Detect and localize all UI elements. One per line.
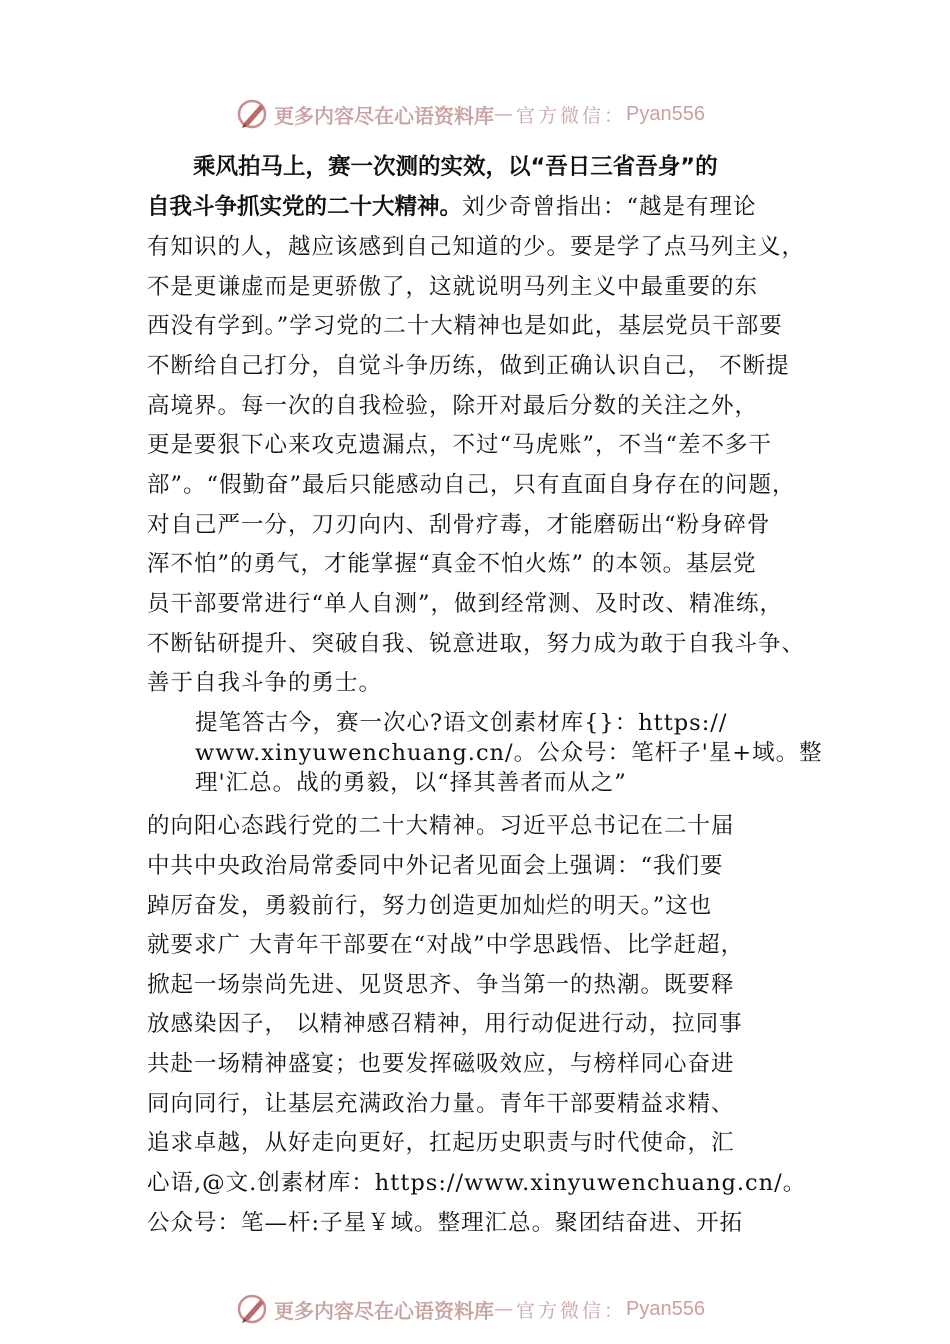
body-line: 高境界。每一次的自我检验，除开对最后分数的关注之外， xyxy=(147,393,759,419)
body-line: 对自己严一分，刀刃向内、刮骨疗毒，才能磨砺出“粉身碎骨 xyxy=(147,512,771,538)
body-line: 不是更谦虚而是更骄傲了，这就说明马列主义中最重要的东 xyxy=(147,274,759,300)
body-line: 踔厉奋发，勇毅前行，努力创造更加灿烂的明天。”这也 xyxy=(147,893,713,919)
body-line: 公众号：笔—杆:子星￥域。整理汇总。聚团结奋进、开拓 xyxy=(147,1210,744,1236)
body-line: 员干部要常进行“单人自测”，做到经常测、及时改、精准练， xyxy=(147,591,784,617)
banner-wechat-id: Pyan556 xyxy=(626,102,705,125)
pen-logo-icon xyxy=(236,1292,270,1326)
body-line: 不断给自己打分，自觉斗争历练，做到正确认识自己， 不断提 xyxy=(147,353,790,379)
banner-brand: 更多内容尽在心语资料库 xyxy=(274,1298,494,1323)
footer-banner xyxy=(236,1291,705,1327)
body-line: 同向同行，让基层充满政治力量。青年干部要精益求精、 xyxy=(147,1091,735,1117)
body-line: 更是要狠下心来攻克遗漏点，不过“马虎账”，不当“差不多干 xyxy=(147,432,773,458)
banner-brand: 更多内容尽在心语资料库 xyxy=(274,103,494,128)
paragraph1-line2-rest: 刘少奇曾指出：“越是有理论 xyxy=(462,194,757,220)
body-line: 掀起一场崇尚先进、见贤思齐、争当第一的热潮。既要释 xyxy=(147,972,735,998)
paragraph1-heading-line1: 乘风拍马上，赛一次测的实效，以“吾日三省吾身”的 xyxy=(193,154,718,180)
banner-wechat-label: 官方微信： xyxy=(516,104,627,127)
inset-line: 提笔答古今，赛一次心?语文创素材库{}：https:// xyxy=(195,710,728,736)
pen-logo-icon xyxy=(236,97,270,131)
body-line: 有知识的人，越应该感到自己知道的少。要是学了点马列主义， xyxy=(147,234,806,260)
body-line: 放感染因子， 以精神感召精神，用行动促进行动，拉同事 xyxy=(147,1011,743,1037)
header-banner xyxy=(236,96,705,132)
paragraph1-heading-line2: 自我斗争抓实党的二十大精神。 xyxy=(147,194,463,220)
body-line: 部”。“假勤奋”最后只能感动自己，只有直面自身存在的问题， xyxy=(147,472,796,498)
inset-line: 理'汇总。战的勇毅，以“择其善者而从之” xyxy=(195,770,627,796)
body-line: 西没有学到。”学习党的二十大精神也是如此，基层党员干部要 xyxy=(147,313,783,339)
body-line: 中共中央政治局常委同中外记者见面会上强调：“我们要 xyxy=(147,853,724,879)
banner-wechat-id: Pyan556 xyxy=(626,1297,705,1320)
banner-dash: — xyxy=(494,103,516,125)
paragraph1-line2 xyxy=(147,192,757,222)
body-line: 就要求广 大青年干部要在“对战”中学思践悟、比学赶超， xyxy=(147,932,745,958)
body-line: 的向阳心态践行党的二十大精神。习近平总书记在二十届 xyxy=(147,813,735,839)
body-line: 善于自我斗争的勇士。 xyxy=(147,670,383,696)
banner-dash: — xyxy=(494,1298,516,1320)
body-line: 不断钻研提升、突破自我、锐意进取，努力成为敢于自我斗争、 xyxy=(147,631,806,657)
inset-line: www.xinyuwenchuang.cn/。公众号：笔杆子'星+域。整 xyxy=(195,740,823,766)
body-line: 共赴一场精神盛宴；也要发挥磁吸效应，与榜样同心奋进 xyxy=(147,1051,735,1077)
body-line: 追求卓越，从好走向更好，扛起历史职责与时代使命，汇 xyxy=(147,1130,735,1156)
body-line: 心语,@文.创素材库：https://www.xinyuwenchuang.cn/。 xyxy=(147,1170,807,1196)
banner-wechat-label: 官方微信： xyxy=(516,1299,627,1322)
body-line: 浑不怕”的勇气，才能掌握“真金不怕火炼” 的本领。基层党 xyxy=(147,551,757,577)
